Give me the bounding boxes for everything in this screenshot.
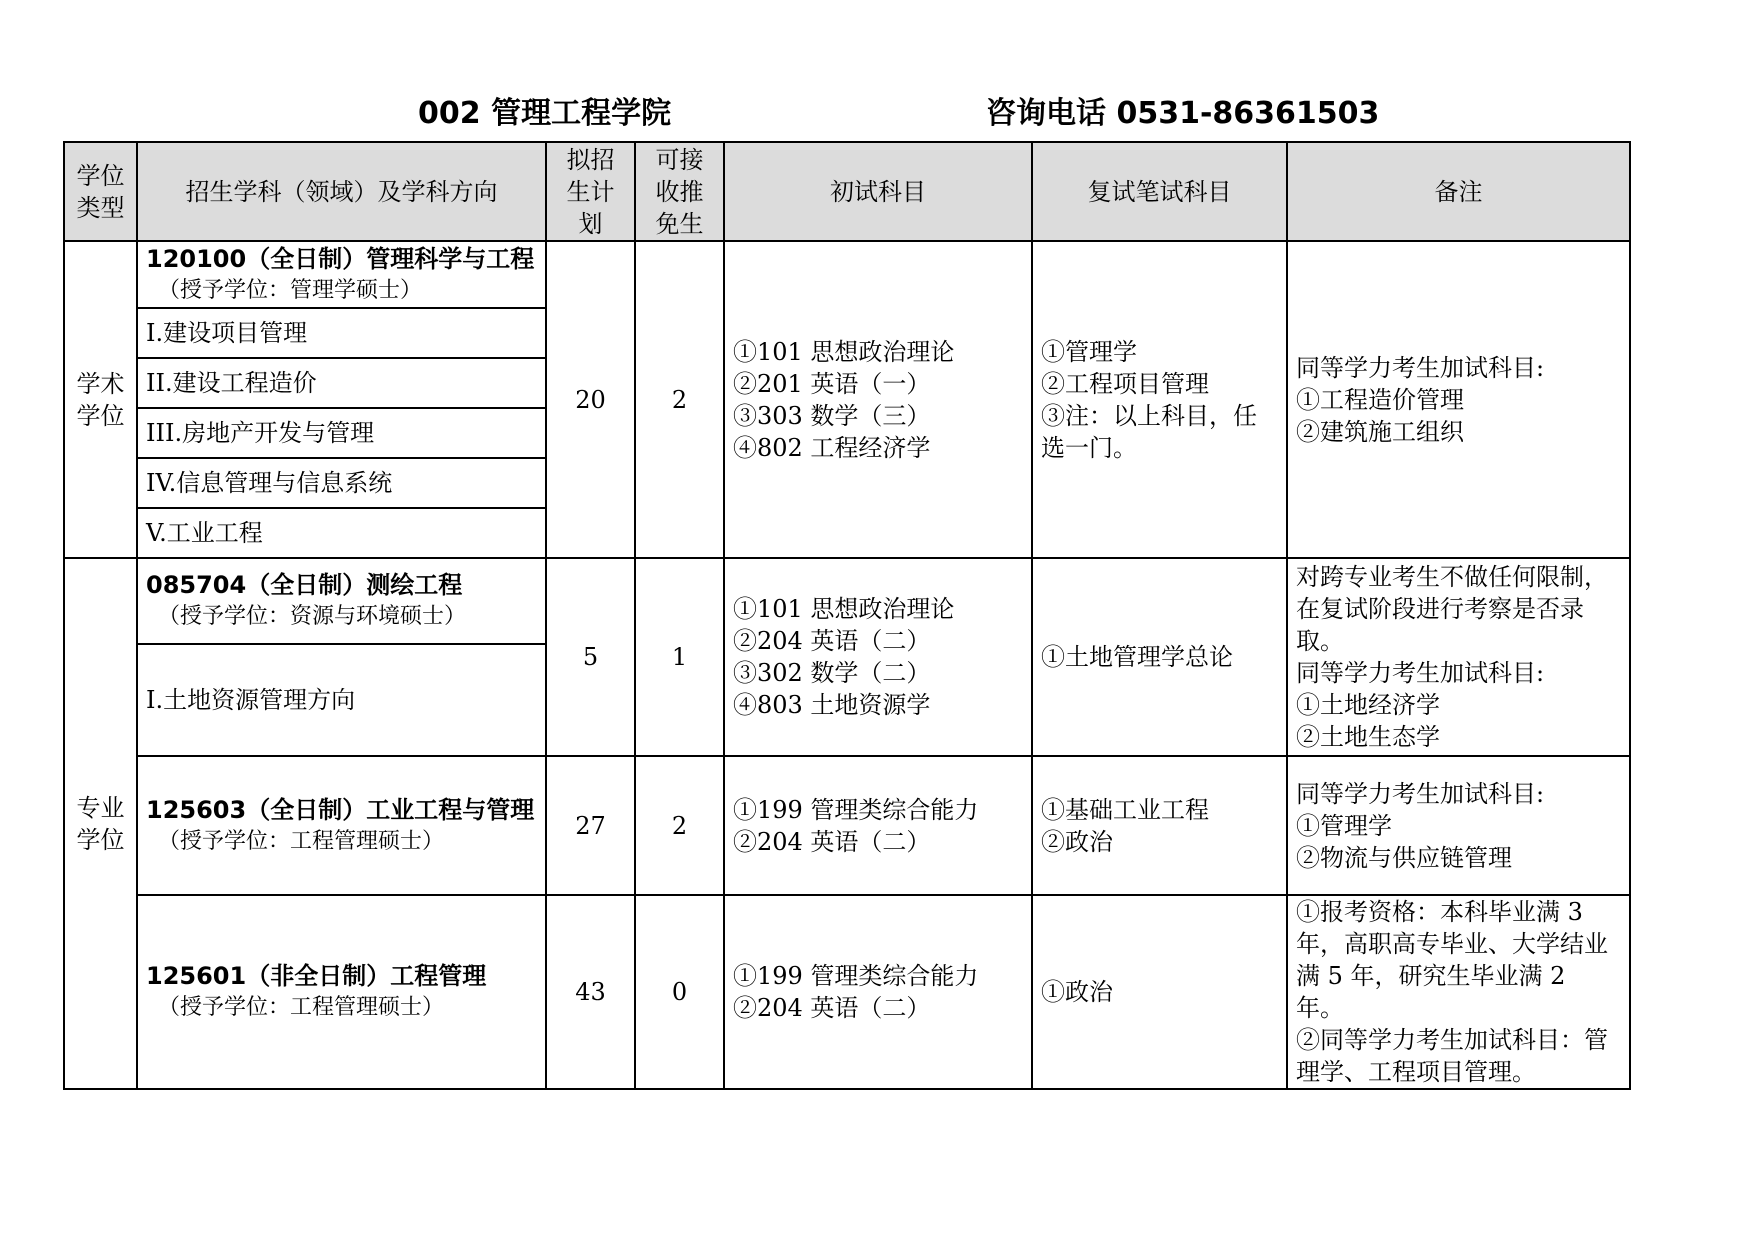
plan-count: 20 (546, 241, 635, 558)
department-title: 002 管理工程学院 (418, 96, 672, 131)
plan-count: 27 (546, 756, 635, 895)
direction-item: III.房地产开发与管理 (137, 408, 546, 458)
group-academic: 学术 学位 (64, 241, 137, 558)
col-header-recommend: 可接 收推 免生 (635, 142, 724, 241)
program-name-cell: 125603（全日制）工业工程与管理 （授予学位：工程管理硕士） (137, 756, 546, 895)
col-header-retest: 复试笔试科目 (1032, 142, 1287, 241)
col-header-initial: 初试科目 (724, 142, 1032, 241)
col-header-notes: 备注 (1287, 142, 1630, 241)
retest-subjects: ①基础工业工程 ②政治 (1032, 756, 1287, 895)
initial-subjects: ①199 管理类综合能力 ②204 英语（二） (724, 895, 1032, 1089)
col-header-discipline: 招生学科（领域）及学科方向 (137, 142, 546, 241)
col-header-plan: 拟招 生计 划 (546, 142, 635, 241)
program-name-cell: 120100（全日制）管理科学与工程 （授予学位：管理学硕士） (137, 241, 546, 308)
table-row (64, 756, 1630, 895)
direction-item: IV.信息管理与信息系统 (137, 458, 546, 508)
recommend-count: 2 (635, 756, 724, 895)
admissions-table (63, 141, 1631, 1090)
notes: 同等学力考生加试科目: ①管理学 ②物流与供应链管理 (1287, 756, 1630, 895)
direction-item: II.建设工程造价 (137, 358, 546, 408)
initial-subjects: ①101 思想政治理论 ②204 英语（二） ③302 数学（二） ④803 土地资源学 (724, 558, 1032, 756)
recommend-count: 1 (635, 558, 724, 756)
retest-subjects: ①土地管理学总论 (1032, 558, 1287, 756)
plan-count: 5 (546, 558, 635, 756)
notes: 对跨专业考生不做任何限制，在复试阶段进行考察是否录取。 同等学力考生加试科目: ①土地经济学 ②土地生态学 (1287, 558, 1630, 756)
program-name-cell: 125601（非全日制）工程管理 （授予学位：工程管理硕士） (137, 895, 546, 1089)
group-professional: 专业 学位 (64, 558, 137, 1089)
table-row (64, 558, 1630, 644)
col-header-type: 学位 类型 (64, 142, 137, 241)
notes: ①报考资格：本科毕业满 3 年，高职高专毕业、大学结业满 5 年，研究生毕业满 2 年。 ②同等学力考生加试科目：管理学、工程项目管理。 (1287, 895, 1630, 1089)
table-row (64, 241, 1630, 308)
table-row (64, 895, 1630, 1089)
recommend-count: 0 (635, 895, 724, 1089)
initial-subjects: ①101 思想政治理论 ②201 英语（一） ③303 数学（三） ④802 工程经济学 (724, 241, 1032, 558)
plan-count: 43 (546, 895, 635, 1089)
phone-title: 咨询电话 0531-86361503 (986, 96, 1380, 131)
recommend-count: 2 (635, 241, 724, 558)
direction-item: V.工业工程 (137, 508, 546, 558)
retest-subjects: ①政治 (1032, 895, 1287, 1089)
direction-item: I.土地资源管理方向 (137, 644, 546, 756)
notes: 同等学力考生加试科目: ①工程造价管理 ②建筑施工组织 (1287, 241, 1630, 558)
program-name-cell: 085704（全日制）测绘工程 （授予学位：资源与环境硕士） (137, 558, 546, 644)
header-row (64, 142, 1630, 241)
initial-subjects: ①199 管理类综合能力 ②204 英语（二） (724, 756, 1032, 895)
direction-item: I.建设项目管理 (137, 308, 546, 358)
retest-subjects: ①管理学 ②工程项目管理 ③注：以上科目，任选一门。 (1032, 241, 1287, 558)
